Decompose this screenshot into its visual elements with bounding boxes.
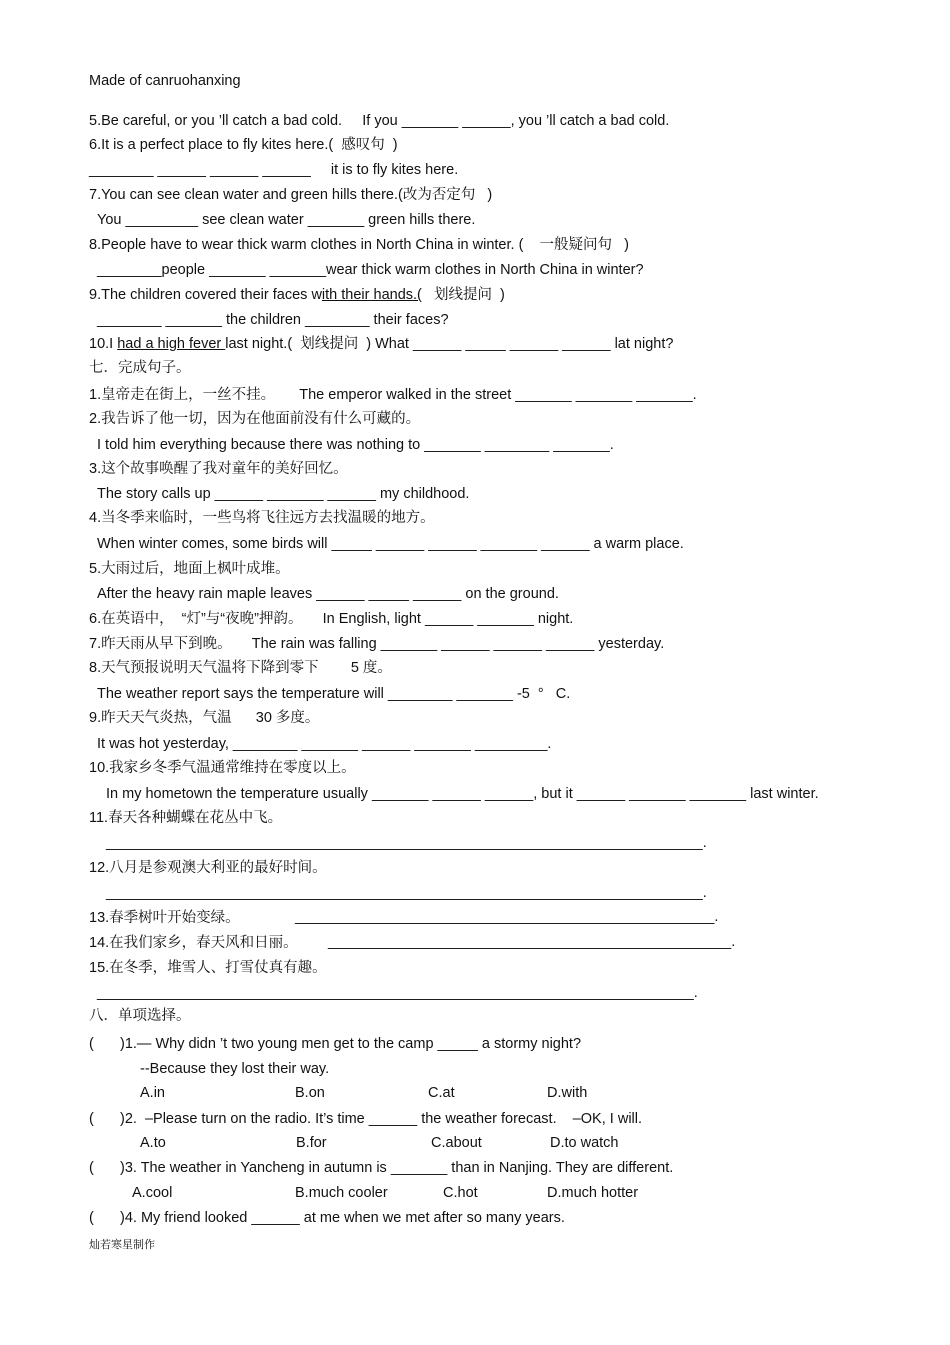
line-6-answer: ________ ______ ______ ______ it is to fly kites here. (89, 162, 459, 178)
s7-q6: 6.在英语中， “灯”与“夜晚”押韵。 In English, light ______ _______ night. (89, 611, 574, 627)
s7-q3-answer: The story calls up ______ _______ ______ my childhood. (97, 486, 470, 502)
line-9-text: 9.The children covered their faces w (89, 287, 322, 303)
line-10-rest: last night.( 划线提问 ) What ______ _____ ______ ______ lat night? (225, 336, 674, 352)
s8-q4: )4. My friend looked ______ at me when we met after so many years. (120, 1210, 565, 1226)
line-9-answer: ________ _______ the children ________ their faces? (97, 312, 449, 328)
line-7-answer: You _________ see clean water _______ green hills there. (97, 212, 476, 228)
s8-q2-option-c: C.about (431, 1135, 482, 1151)
s7-q9-answer: It was hot yesterday, ________ _______ ______ _______ _________. (97, 736, 552, 752)
line-9-instruction: 划线提问 ) (421, 287, 505, 303)
s7-q11-answer: __________________________________________________________________________. (106, 835, 707, 851)
s7-q15: 15.在冬季，堆雪人、打雪仗真有趣。 (89, 960, 327, 976)
line-5: 5.Be careful, or you ’ll catch a bad cold. If you _______ ______, you ’ll catch a bad cold. (89, 113, 670, 129)
line-6: 6.It is a perfect place to fly kites here.( 感叹句 ) (89, 137, 398, 153)
s7-q8-answer: The weather report says the temperature will ________ _______ -5 ° C. (97, 686, 571, 702)
line-9-underlined: ith their hands.( (321, 287, 422, 303)
s8-q2-paren: ( (89, 1111, 94, 1127)
s8-q3: )3. The weather in Yancheng in autumn is _______ than in Nanjing. They are different. (120, 1160, 674, 1176)
s7-q5: 5.大雨过后，地面上枫叶成堆。 (89, 561, 290, 577)
s8-q2-option-d: D.to watch (550, 1135, 619, 1151)
s7-q3: 3.这个故事唤醒了我对童年的美好回忆。 (89, 461, 348, 477)
s7-q8: 8.天气预报说明天气温将下降到零下 5 度。 (89, 660, 392, 676)
line-9 (89, 286, 505, 304)
s7-q4: 4.当冬季来临时，一些鸟将飞往远方去找温暖的地方。 (89, 510, 435, 526)
line-7: 7.You can see clean water and green hills there.(改为否定句 ) (89, 187, 493, 203)
s8-q2-option-a: A.to (140, 1135, 166, 1151)
s7-q9: 9.昨天天气炎热，气温 30 多度。 (89, 710, 320, 726)
s8-q1-option-c: C.at (428, 1085, 455, 1101)
s8-q1-option-b: B.on (295, 1085, 325, 1101)
s8-q3-option-c: C.hot (443, 1185, 478, 1201)
s8-q1-paren: ( (89, 1036, 94, 1052)
s8-q4-paren: ( (89, 1210, 94, 1226)
s7-q1: 1.皇帝走在街上，一丝不挂。 The emperor walked in the street _______ _______ _______. (89, 387, 697, 403)
s7-q2: 2.我告诉了他一切，因为在他面前没有什么可藏的。 (89, 411, 421, 427)
s7-q4-answer: When winter comes, some birds will _____ ______ ______ _______ ______ a warm place. (97, 536, 684, 552)
s7-q5-answer: After the heavy rain maple leaves ______ _____ ______ on the ground. (97, 586, 559, 602)
s8-q3-option-b: B.much cooler (295, 1185, 388, 1201)
s7-q12: 12.八月是参观澳大利亚的最好时间。 (89, 860, 327, 876)
s7-q7: 7.昨天雨从早下到晚。 The rain was falling _______ ______ ______ ______ yesterday. (89, 636, 665, 652)
s7-q14-answer: __________________________________________________. (328, 934, 736, 950)
section-8-title: 八．单项选择。 (89, 1008, 191, 1024)
s7-q11: 11.春天各种蝴蝶在花丛中飞。 (89, 810, 283, 826)
s8-q3-option-d: D.much hotter (547, 1185, 639, 1201)
line-10 (89, 335, 673, 353)
s7-q10: 10.我家乡冬季气温通常维持在零度以上。 (89, 760, 356, 776)
s8-q1: )1.— Why didn ’t two young men get to the camp _____ a stormy night? (120, 1036, 582, 1052)
line-10-underlined: had a high fever (117, 336, 226, 352)
s7-q15-answer: __________________________________________________________________________. (97, 985, 698, 1001)
s7-q14: 14.在我们家乡，春天风和日丽。 (89, 935, 298, 951)
line-8: 8.People have to wear thick warm clothes in North China in winter. ( 一般疑问句 ) (89, 237, 629, 253)
page-footer: 灿若寒星制作 (89, 1239, 155, 1251)
line-8-answer: ________people _______ _______wear thick warm clothes in North China in winter? (97, 262, 644, 278)
s7-q13: 13.春季树叶开始变绿。 (89, 910, 240, 926)
s8-q1-option-a: A.in (140, 1085, 165, 1101)
s8-q1-option-d: D.with (547, 1085, 588, 1101)
s8-q1-reply: --Because they lost their way. (140, 1061, 330, 1077)
section-7-title: 七．完成句子。 (89, 360, 191, 376)
s7-q10-answer: In my hometown the temperature usually _______ ______ ______, but it ______ _______ _______ last winter. (106, 786, 819, 802)
s8-q3-option-a: A.cool (132, 1185, 173, 1201)
page-header: Made of canruohanxing (89, 73, 241, 89)
s7-q12-answer: __________________________________________________________________________. (106, 885, 707, 901)
s7-q13-answer: ____________________________________________________. (295, 909, 719, 925)
s8-q3-paren: ( (89, 1160, 94, 1176)
s8-q2-option-b: B.for (296, 1135, 327, 1151)
s7-q2-answer: I told him everything because there was nothing to _______ ________ _______. (97, 437, 614, 453)
line-10-text: 10.I (89, 336, 118, 352)
s8-q2: )2. –Please turn on the radio. It’s time ______ the weather forecast. –OK, I will. (120, 1111, 643, 1127)
